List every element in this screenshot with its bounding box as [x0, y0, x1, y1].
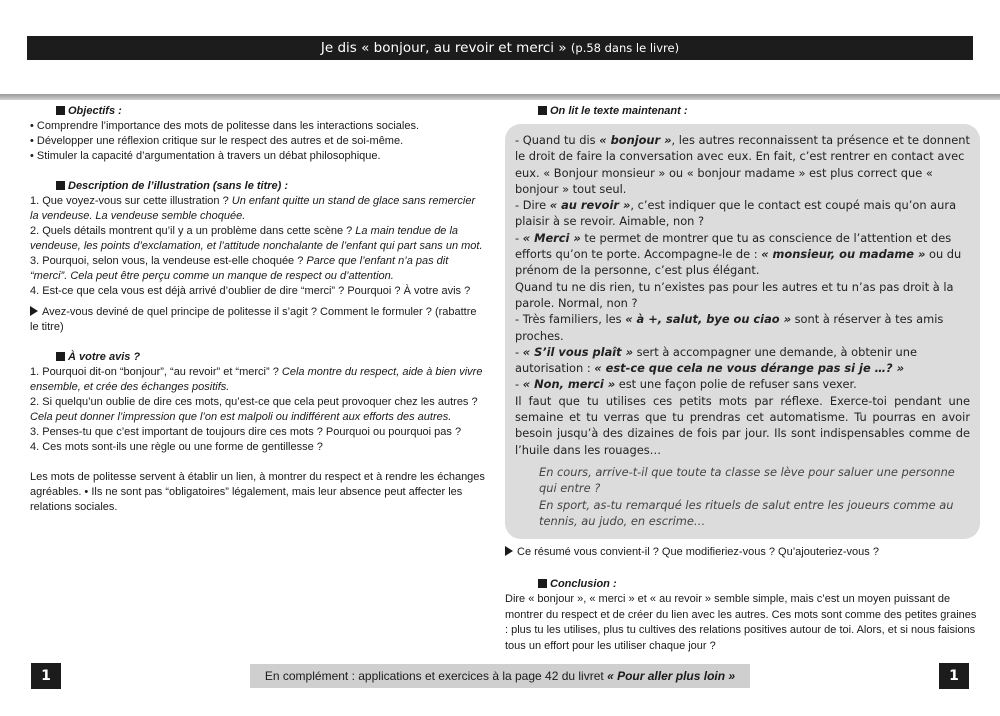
page-number-right: 1: [939, 663, 969, 689]
description-item: 2. Quels détails montrent qu’il y a un problème dans cette scène ? La main tendue de la vendeuse, les points d’exclamation, et l’attitude nonchalante de l’enfant qui part sans un mot.: [30, 225, 483, 252]
objectif-item: • Stimuler la capacité d’argumentation à travers un débat philosophique.: [30, 150, 381, 162]
page-title-bar: [27, 36, 973, 60]
page-title: Je dis « bonjour, au revoir et merci »: [320, 40, 567, 56]
conclusion-heading: Conclusion :: [505, 577, 980, 593]
text-paragraph: - « Non, merci » est une façon polie de refuser sans vexer.: [515, 377, 857, 392]
text-paragraph: - Dire « au revoir », c’est indiquer que le contact est coupé mais qu’on aura plaisir à se revoir. Aimable, non ?: [515, 198, 957, 229]
text-paragraph: - « S’il vous plaît » sert à accompagner une demande, à obtenir une autorisation : « est-ce que cela ne vous dérange pas si je …? »: [515, 344, 917, 376]
description-heading: Description de l’illustration (sans le titre) :: [30, 179, 485, 194]
left-column: [30, 104, 485, 515]
play-arrow-icon: [30, 306, 38, 316]
divider-band: [0, 94, 1000, 100]
avis-item: 4. Ces mots sont-ils une règle ou une forme de gentillesse ?: [30, 441, 323, 453]
reading-text-box: [505, 124, 980, 539]
italic-question: En sport, as-tu remarqué les rituels de salut entre les joueurs comme au tennis, au judo, en escrime…: [539, 497, 954, 528]
square-bullet-icon: [538, 579, 547, 588]
description-prompt: Avez-vous deviné de quel principe de politesse il s’agit ? Comment le formuler ? (rabattre le titre): [30, 306, 477, 333]
text-paragraph: - Quand tu dis « bonjour », les autres reconnaissent ta présence et te donnent le droit de faire la conversation avec eux. En fait, c’est rentrer en contact avec eux. « Bonjour monsieur » ou « bonjour madame » est plus correct que « bonjour » tout seul.: [515, 133, 970, 196]
square-bullet-icon: [56, 106, 65, 115]
text-paragraph: Quand tu ne dis rien, tu n’existes pas pour les autres et tu n’as pas droit à la parole. Normal, non ?: [515, 279, 954, 310]
description-item: 3. Pourquoi, selon vous, la vendeuse est-elle choquée ? Parce que l’enfant n’a pas dit “merci”. Cela peut être perçu comme un manque de respect ou d’attention.: [30, 255, 449, 282]
italic-question: En cours, arrive-t-il que toute ta classe se lève pour saluer une personne qui entre ?: [539, 464, 955, 496]
right-column: [505, 104, 980, 654]
square-bullet-icon: [538, 106, 547, 115]
page-subtitle: (p.58 dans le livre): [570, 41, 680, 55]
square-bullet-icon: [56, 181, 65, 190]
square-bullet-icon: [56, 352, 65, 361]
objectif-item: • Développer une réflexion critique sur le respect des autres et de soi-même.: [30, 135, 404, 147]
objectifs-heading: Objectifs :: [30, 104, 485, 119]
avis-item: 2. Si quelqu’un oublie de dire ces mots, qu’est-ce que cela peut provoquer chez les autres ? Cela peut donner l’impression que l’on est malpoli ou indifférent aux efforts des autres.: [30, 396, 478, 423]
play-arrow-icon: [505, 546, 513, 556]
avis-item: 3. Penses-tu que c’est important de toujours dire ces mots ? Pourquoi ou pourquoi pas ?: [30, 426, 462, 438]
text-paragraph: - Très familiers, les « à +, salut, bye ou ciao » sont à réserver à tes amis proches.: [515, 312, 944, 343]
text-paragraph: Il faut que tu utilises ces petits mots par réflexe. Exerce-toi pendant une semaine et tu verras que tu prendras cet automatisme. Tu pourras en avoir besoin jusqu’à des dizaines de fois par jour. Ils sont indispensables comme de l’huile dans les rouages…: [515, 393, 970, 457]
texte-heading: On lit le texte maintenant :: [505, 104, 980, 119]
objectif-item: • Comprendre l’importance des mots de politesse dans les interactions sociales.: [30, 120, 420, 132]
conclusion-text: Dire « bonjour », « merci » et « au revoir » semble simple, mais c’est un moyen puissant de montrer du respect et de créer du lien avec les autres. Ces mots sont comme des petites graines : plus tu les utilises, plus tu cultives des relations positives autour de toi. Alors, et si nous faisions tous un effort pour les utiliser chaque jour ?: [505, 593, 977, 652]
summary-text: Les mots de politesse servent à établir un lien, à montrer du respect et à rendre les échanges agréables. • Ils ne sont pas “obligatoires” légalement, mais leur absence peut affecter les relations sociales.: [30, 471, 485, 513]
text-paragraph: - « Merci » te permet de montrer que tu as conscience de l’attention et des efforts qu’on te porte. Accompagne-le de : « monsieur, ou madame » ou du prénom de la personne, c’est plus élégant.: [515, 230, 962, 278]
description-item: 1. Que voyez-vous sur cette illustration ? Un enfant quitte un stand de glace sans remercier la vendeuse. La vendeuse semble choquée.: [30, 195, 476, 222]
description-item: 4. Est-ce que cela vous est déjà arrivé d’oublier de dire “merci” ? Pourquoi ? À votre avis ?: [30, 285, 471, 297]
resume-question: Ce résumé vous convient-il ? Que modifieriez-vous ? Qu’ajouteriez-vous ?: [505, 545, 980, 561]
page-number-left: 1: [31, 663, 61, 689]
avis-heading: À votre avis ?: [30, 350, 485, 365]
avis-item: 1. Pourquoi dit-on “bonjour”, “au revoir” et “merci” ? Cela montre du respect, aide à bien vivre ensemble, et crée des échanges positifs.: [30, 366, 483, 393]
footer-bar: En complément : applications et exercices à la page 42 du livret « Pour aller plus loin »: [250, 664, 750, 688]
